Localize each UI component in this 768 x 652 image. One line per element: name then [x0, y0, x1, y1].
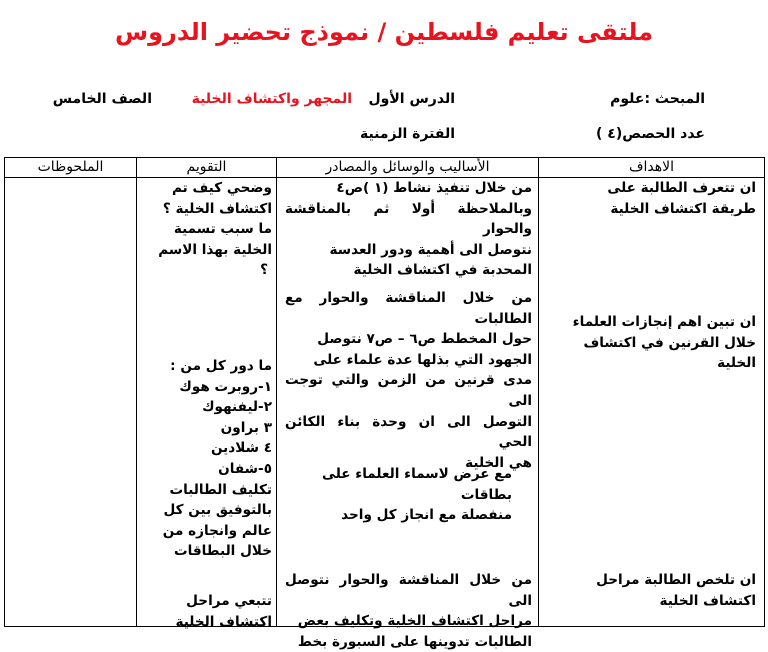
- method-1-line-1: من خلال تنفيذ نشاط (١ )ص٤: [336, 180, 532, 196]
- objective-3-line-2: اكتشاف الخلية: [659, 592, 756, 609]
- lesson-plan-table: [4, 157, 765, 650]
- method-4-line-2: مراحل اكتشاف الخلية وتكليف بعض: [297, 613, 532, 630]
- subject-label: المبحث :علوم: [610, 91, 705, 107]
- evaluation-2-line-1: ما دور كل من :: [170, 358, 272, 374]
- method-3-line-1: مع عرض لاسماء العلماء على بطاقات: [321, 466, 512, 503]
- evaluation-1-line-3: ما سبب تسمية: [173, 221, 272, 238]
- evaluation-2-line-9: عالم وانجازه من: [162, 522, 272, 539]
- method-2-line-3: الجهود التي بذلها عدة علماء على: [313, 351, 532, 368]
- method-3-line-2: منفصلة مع انجاز كل واحد: [341, 507, 512, 524]
- method-2-line-5: التوصل الى ان وحدة بناء الكائن الحي: [285, 413, 532, 451]
- header-notes: الملحوظات: [5, 158, 137, 178]
- objective-2-line-3: الخلية: [717, 355, 756, 372]
- objective-3: [557, 570, 756, 611]
- method-2-line-1: من خلال المناقشة والحوار مع الطالبات: [285, 290, 532, 327]
- methods-cell: [277, 178, 539, 650]
- evaluation-2-line-5: ٤ شلادين: [210, 440, 272, 457]
- objective-1: [557, 178, 756, 219]
- table-header-row: [5, 158, 765, 178]
- header-methods: الأساليب والوسائل والمصادر: [277, 158, 539, 178]
- method-2-line-2: حول المخطط ص٦ – ص٧ نتوصل: [317, 331, 532, 348]
- evaluation-1: [141, 178, 272, 281]
- objective-2-line-1: ان تبين اهم إنجازات العلماء: [572, 314, 756, 330]
- objective-2-line-2: خلال القرنين في اكتشاف: [583, 334, 756, 351]
- evaluation-1-line-2: اكتشاف الخلية ؟: [162, 200, 272, 217]
- evaluation-2-line-3: ٢-ليفنهوك: [202, 399, 272, 416]
- evaluation-2-line-10: خلال البطاقات: [174, 543, 272, 560]
- lesson-label: الدرس الأول: [368, 91, 455, 107]
- page-title: ملتقى تعليم فلسطين / نموذج تحضير الدروس: [115, 18, 653, 46]
- evaluation-3-line-2: اكتشاف الخلية: [175, 613, 272, 630]
- method-1-line-4: المحدبة في اكتشاف الخلية: [353, 262, 532, 279]
- method-4-line-3: الطالبات تدوينها على السبورة بخط: [297, 633, 532, 650]
- evaluation-2-line-8: بالتوفيق بين كل: [163, 502, 272, 519]
- evaluation-2-line-6: ٥-شفان: [218, 460, 272, 477]
- evaluation-2-line-2: ١-روبرت هوك: [179, 378, 272, 395]
- periods-label: عدد الحصص(٤ ): [596, 126, 705, 142]
- evaluation-1-line-5: ؟: [260, 262, 268, 279]
- notes-cell: [5, 178, 137, 627]
- objectives-cell: [539, 178, 765, 627]
- method-1-line-2: وبالملاحظة أولا ثم بالمناقشة والحوار: [285, 200, 532, 238]
- evaluation-2-line-7: تكليف الطالبات: [169, 481, 272, 498]
- evaluation-cell: [137, 178, 277, 630]
- evaluation-2-line-4: ٣ براون: [220, 419, 272, 436]
- method-1-line-3: نتوصل الى أهمية ودور العدسة: [329, 241, 532, 258]
- table-row: [5, 178, 765, 627]
- lesson-name: المجهر واكتشاف الخلية: [191, 91, 352, 107]
- method-2: [285, 288, 532, 473]
- objective-1-line-2: طريقة اكتشاف الخلية: [610, 200, 756, 217]
- time-period-label: الفترة الزمنية: [359, 126, 455, 142]
- evaluation-2: [141, 356, 272, 562]
- objective-3-line-1: ان تلخص الطالبة مراحل: [596, 572, 756, 588]
- header-objectives: الاهداف: [539, 158, 765, 178]
- objective-1-line-1: ان تتعرف الطالبة على: [607, 180, 756, 196]
- method-3: [285, 464, 512, 526]
- method-2-line-4: مدى قرنين من الزمن والتي توجت الى: [285, 372, 532, 409]
- evaluation-3-line-1: تتبعي مراحل: [186, 593, 272, 609]
- method-4: [285, 570, 532, 652]
- grade-label: الصف الخامس: [52, 91, 152, 107]
- method-2-line-6: هي الخلية: [465, 454, 532, 471]
- evaluation-1-line-1: وضحي كيف تم: [171, 180, 272, 196]
- header-evaluation: التقويم: [137, 158, 277, 178]
- objective-2: [557, 312, 756, 374]
- method-1: [285, 178, 532, 281]
- method-4-line-1: من خلال المناقشة والحوار نتوصل الى: [285, 572, 532, 609]
- evaluation-1-line-4: الخلية بهذا الاسم: [158, 241, 272, 258]
- evaluation-3: [141, 591, 272, 632]
